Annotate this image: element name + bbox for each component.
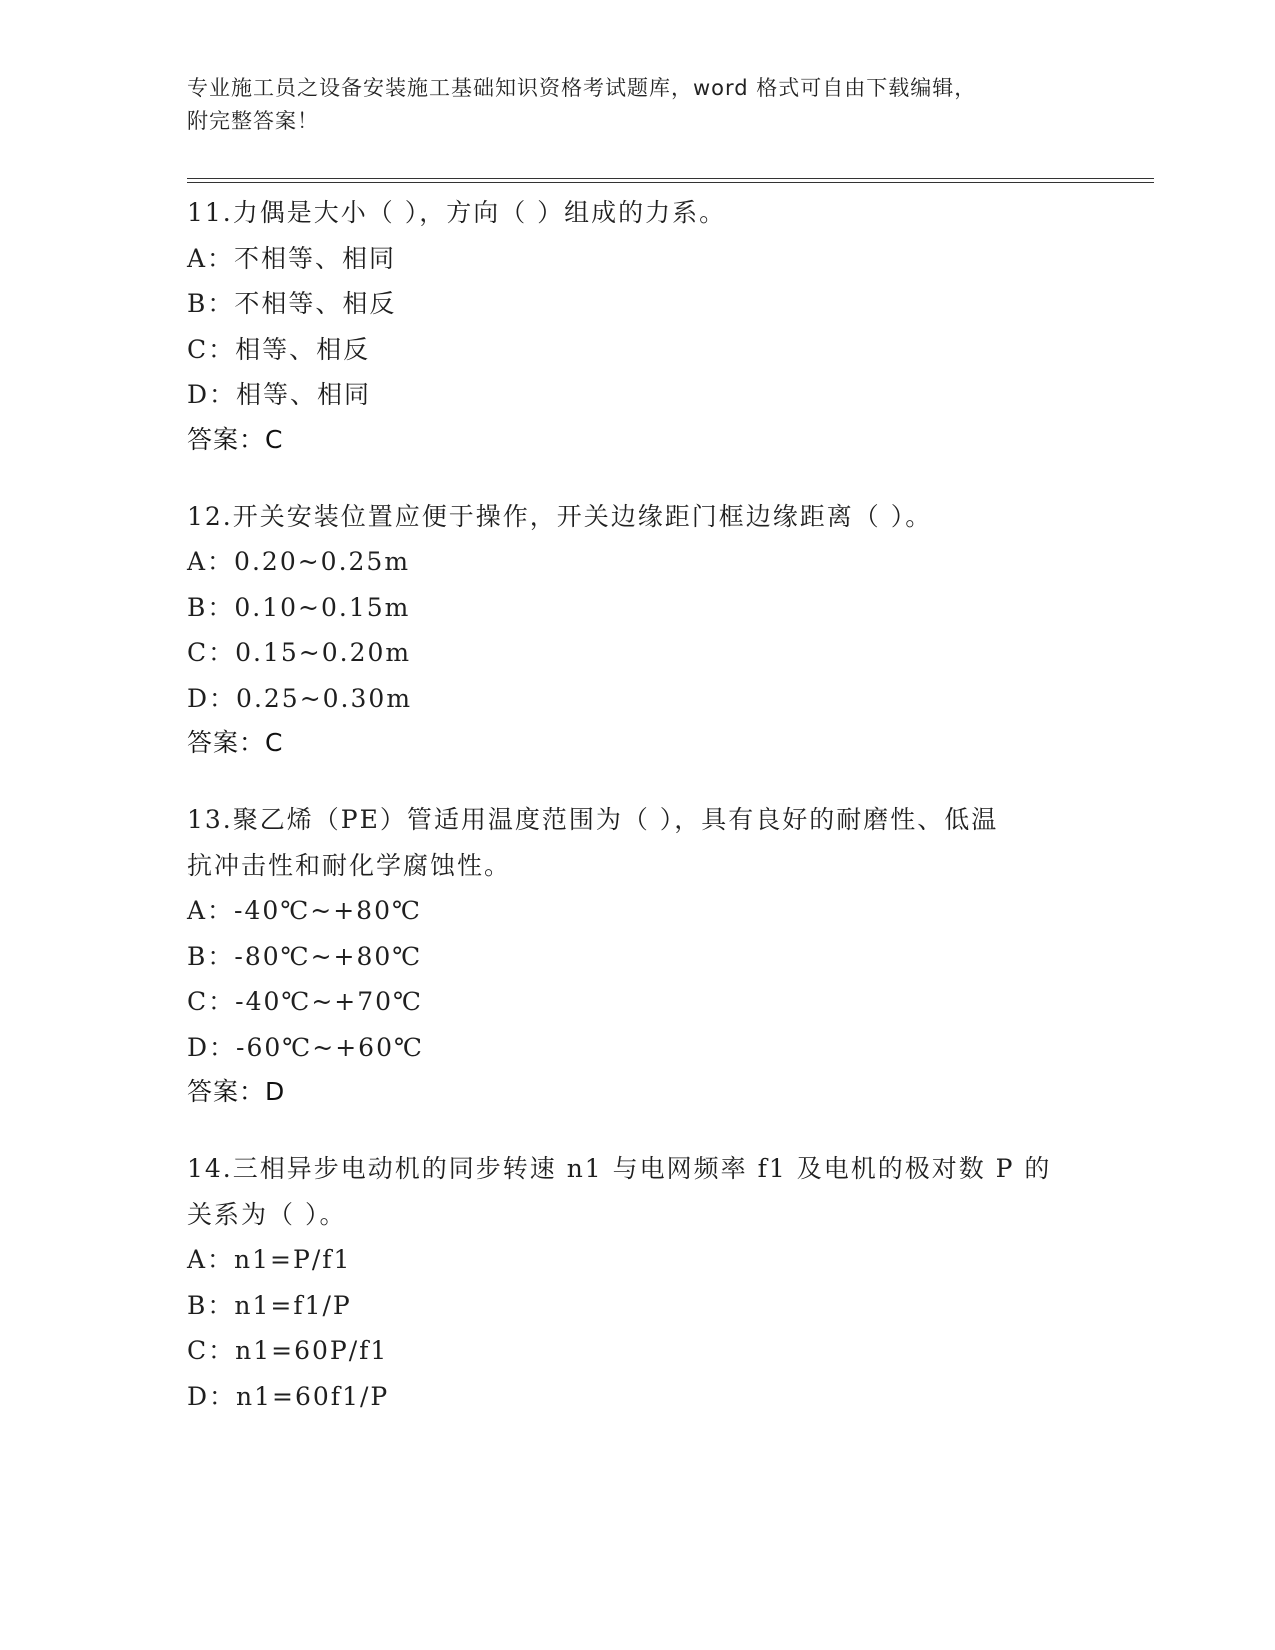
option-a: A：不相等、相同: [187, 243, 397, 273]
question-11: [187, 190, 1087, 462]
option-c: C：-40℃~+70℃: [187, 987, 424, 1016]
option-b: B：0.10~0.15m: [187, 592, 411, 622]
option-b: B：-80℃~+80℃: [187, 941, 423, 971]
option-b: B：n1=f1/P: [187, 1290, 352, 1320]
answer-text: 答案：D: [187, 1077, 286, 1106]
option-d: D：-60℃~+60℃: [187, 1032, 424, 1062]
answer-text: 答案：C: [187, 728, 284, 757]
option-c: C：n1=60P/f1: [187, 1336, 389, 1365]
question-12: [187, 494, 1087, 766]
option-a: A：0.20~0.25m: [187, 547, 411, 576]
option-c: C：0.15~0.20m: [187, 638, 412, 667]
header-divider: [187, 178, 1154, 183]
question-list: [187, 190, 1087, 1451]
question-stem: 12.开关安装位置应便于操作，开关边缘距门框边缘距离（ ）。: [187, 501, 933, 531]
option-d: D：相等、相同: [187, 380, 372, 409]
header-line-2: 附完整答案！: [187, 109, 319, 133]
option-a: A：-40℃~+80℃: [187, 896, 422, 925]
document-header: [187, 72, 1087, 138]
option-d: D：n1=60f1/P: [187, 1381, 390, 1411]
option-b: B：不相等、相反: [187, 289, 397, 318]
header-line-1: 专业施工员之设备安装施工基础知识资格考试题库，word 格式可自由下载编辑，: [187, 76, 977, 100]
question-stem: 14.三相异步电动机的同步转速 n1 与电网频率 f1 及电机的极对数 P 的: [187, 1154, 1052, 1183]
question-stem-continued: 抗冲击性和耐化学腐蚀性。: [187, 850, 512, 880]
question-stem: 13.聚乙烯（PE）管适用温度范围为（ ），具有良好的耐磨性、低温: [187, 805, 999, 834]
question-stem: 11.力偶是大小（ ），方向（ ）组成的力系。: [187, 198, 727, 227]
answer-text: 答案：C: [187, 424, 284, 454]
question-14: [187, 1146, 1087, 1419]
question-stem-continued: 关系为（ ）。: [187, 1199, 347, 1229]
option-d: D：0.25~0.30m: [187, 683, 413, 713]
question-13: [187, 797, 1087, 1114]
option-a: A：n1=P/f1: [187, 1245, 352, 1274]
option-c: C：相等、相反: [187, 334, 371, 364]
